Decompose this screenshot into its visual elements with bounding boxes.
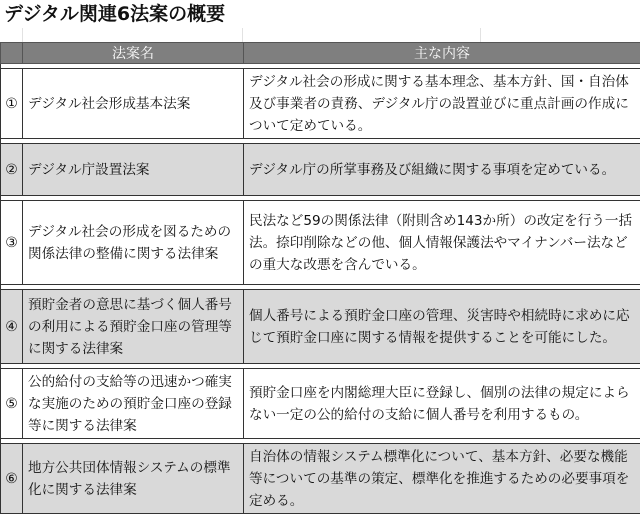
table-header-row [1,43,640,64]
spreadsheet-gridline-row [0,28,640,43]
table-row [1,290,640,364]
table-row [1,201,640,285]
header-main-content: 主な内容 [244,43,640,64]
law-content: 個人番号による預貯金口座の管理、災害時や相続時に求めに応じて預貯金口座に関する情報を提供することを可能にした。 [244,290,640,364]
law-name: デジタル庁設置法案 [23,144,244,196]
law-content: 自治体の情報システム標準化について、基本方針、必要な機能等についての基準の策定、標準化を推進するための必要事項を定める。 [244,444,640,514]
law-name: デジタル社会の形成を図るための関係法律の整備に関する法律案 [23,201,244,285]
row-number: ③ [1,201,23,285]
header-law-name: 法案名 [23,43,244,64]
law-content: 預貯金口座を内閣総理大臣に登録し、個別の法律の規定によらない一定の公的給付の支給に個人番号を利用するもの。 [244,369,640,439]
page-title: デジタル関連6法案の概要 [0,0,640,34]
law-name: 預貯金者の意思に基づく個人番号の利用による預貯金口座の管理等に関する法律案 [23,290,244,364]
row-number: ⑤ [1,369,23,439]
law-content: デジタル庁の所掌事務及び組織に関する事項を定めている。 [244,144,640,196]
table-row [1,69,640,139]
row-number: ② [1,144,23,196]
row-number: ⑥ [1,444,23,514]
header-number-cell [1,43,23,64]
table-row [1,444,640,514]
row-number: ④ [1,290,23,364]
table-row [1,369,640,439]
law-content: デジタル社会の形成に関する基本理念、基本方針、国・自治体及び事業者の責務、デジタル庁の設置並びに重点計画の作成について定めている。 [244,69,640,139]
law-name: 地方公共団体情報システムの標準化に関する法律案 [23,444,244,514]
law-content: 民法など59の関係法律（附則含め143か所）の改定を行う一括法。捺印削除などの他、個人情報保護法やマイナンバー法などの重大な改悪を含んでいる。 [244,201,640,285]
law-name: 公的給付の支給等の迅速かつ確実な実施のための預貯金口座の登録等に関する法律案 [23,369,244,439]
laws-table [0,42,640,514]
row-number: ① [1,69,23,139]
law-name: デジタル社会形成基本法案 [23,69,244,139]
table-row [1,144,640,196]
